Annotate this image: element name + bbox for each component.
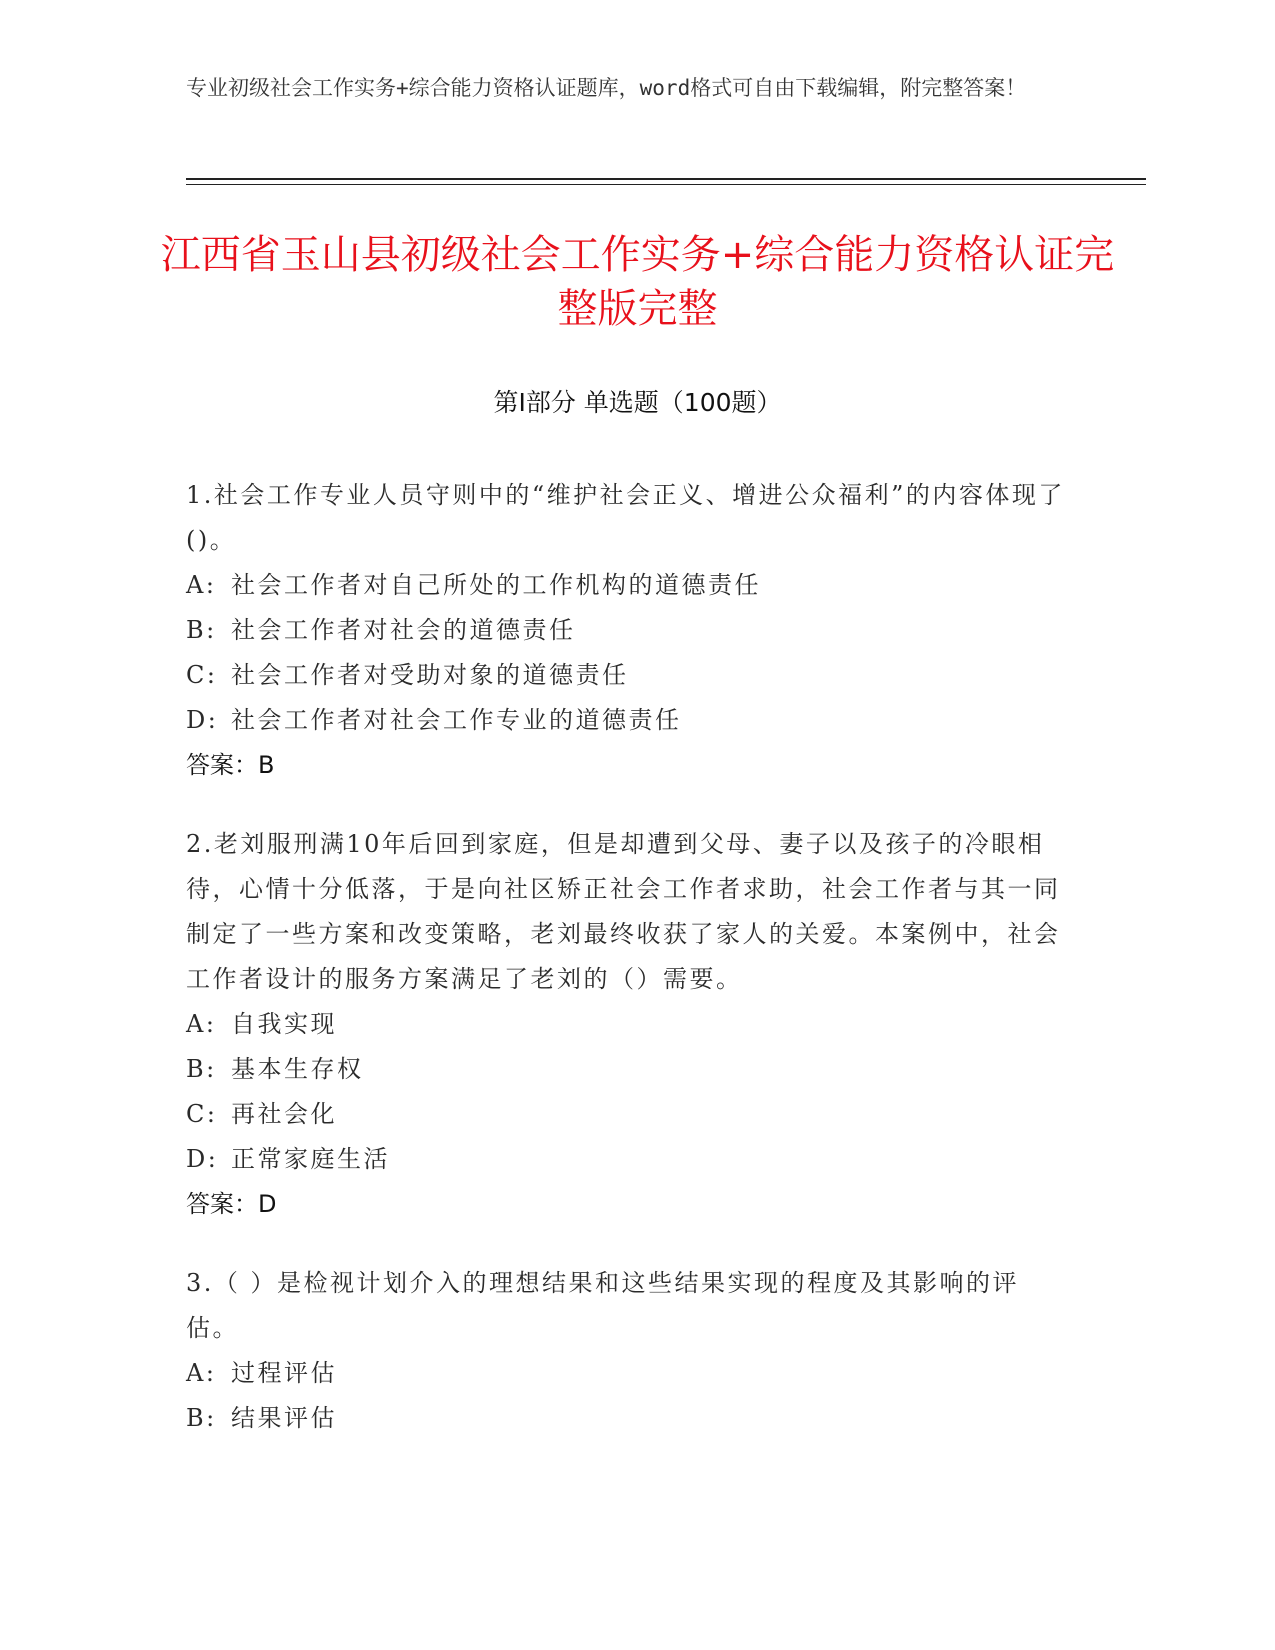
option-key: B: xyxy=(186,1055,217,1083)
answer-line: 答案：B xyxy=(186,751,275,779)
option-d xyxy=(186,1137,1066,1182)
option-key: D: xyxy=(186,1145,219,1173)
option-text: 过程评估 xyxy=(231,1359,337,1387)
option-a xyxy=(186,1351,1066,1396)
question-3 xyxy=(186,1261,1066,1441)
option-text: 正常家庭生活 xyxy=(231,1145,390,1173)
option-key: A: xyxy=(186,571,217,599)
question-stem: 2.老刘服刑满10年后回到家庭，但是却遭到父母、妻子以及孩子的冷眼相待，心情十分低落，于是向社区矫正社会工作者求助，社会工作者与其一同制定了一些方案和改变策略，老刘最终收获了家人的关爱。本案例中，社会工作者设计的服务方案满足了老刘的（）需要。 xyxy=(186,830,1061,993)
option-text: 自我实现 xyxy=(231,1010,337,1038)
question-stem: 3.（ ）是检视计划介入的理想结果和这些结果实现的程度及其影响的评估。 xyxy=(186,1269,1020,1342)
option-key: B: xyxy=(186,616,217,644)
header-note: 专业初级社会工作实务+综合能力资格认证题库，word格式可自由下载编辑，附完整答案！ xyxy=(186,76,1027,100)
option-b xyxy=(186,1047,1066,1092)
option-key: C: xyxy=(186,1100,218,1128)
option-c xyxy=(186,653,1066,698)
option-b xyxy=(186,608,1066,653)
header-divider-thick xyxy=(186,178,1146,180)
option-a xyxy=(186,563,1066,608)
option-text: 再社会化 xyxy=(231,1100,337,1128)
question-1 xyxy=(186,473,1066,788)
option-key: C: xyxy=(186,661,218,689)
document-title: 江西省玉山县初级社会工作实务+综合能力资格认证完整版完整 xyxy=(160,232,1115,332)
option-c xyxy=(186,1092,1066,1137)
option-text: 结果评估 xyxy=(231,1404,337,1432)
question-stem: 1.社会工作专业人员守则中的“维护社会正义、增进公众福利”的内容体现了()。 xyxy=(186,481,1065,554)
option-key: D: xyxy=(186,706,219,734)
option-b xyxy=(186,1396,1066,1441)
option-d xyxy=(186,698,1066,743)
option-text: 社会工作者对受助对象的道德责任 xyxy=(231,661,629,689)
option-text: 基本生存权 xyxy=(231,1055,364,1083)
answer-line: 答案：D xyxy=(186,1190,277,1218)
option-text: 社会工作者对社会的道德责任 xyxy=(231,616,576,644)
option-key: A: xyxy=(186,1010,217,1038)
option-text: 社会工作者对社会工作专业的道德责任 xyxy=(231,706,682,734)
option-a xyxy=(186,1002,1066,1047)
section-title: 第Ⅰ部分 单选题（100题） xyxy=(493,388,782,417)
question-2 xyxy=(186,822,1066,1227)
header-divider-thin xyxy=(186,184,1146,185)
option-key: A: xyxy=(186,1359,217,1387)
option-key: B: xyxy=(186,1404,217,1432)
question-list xyxy=(186,473,1066,1475)
option-text: 社会工作者对自己所处的工作机构的道德责任 xyxy=(231,571,761,599)
